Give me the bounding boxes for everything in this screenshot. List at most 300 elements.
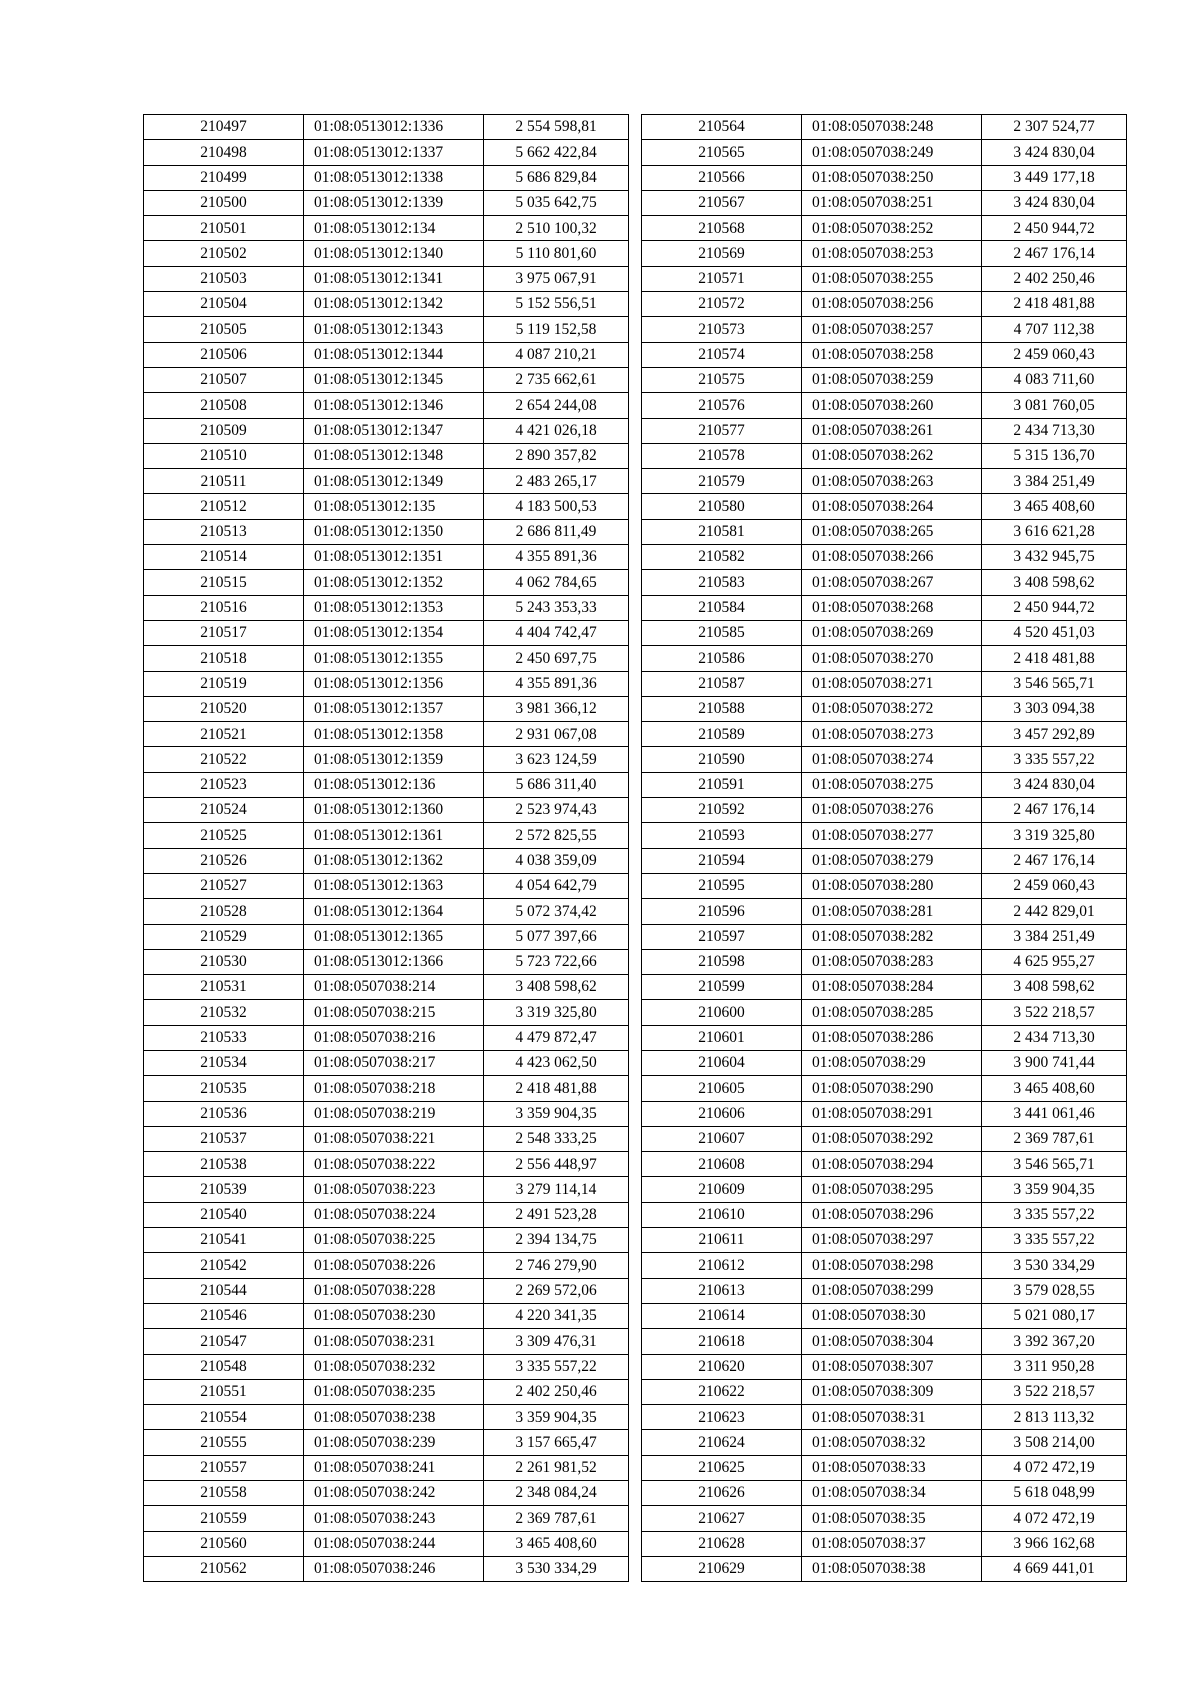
row-number-cell: 210584 [642, 595, 802, 620]
cadastral-number-cell: 01:08:0513012:1351 [304, 545, 484, 570]
cadastral-number-cell: 01:08:0507038:263 [802, 469, 982, 494]
row-number-cell: 210499 [144, 165, 304, 190]
row-number-cell: 210595 [642, 873, 802, 898]
value-cell: 3 432 945,75 [982, 545, 1127, 570]
table-row [642, 747, 1127, 772]
table-row [144, 1025, 629, 1050]
value-cell: 3 335 557,22 [982, 747, 1127, 772]
table-row [642, 873, 1127, 898]
row-number-cell: 210511 [144, 469, 304, 494]
cadastral-number-cell: 01:08:0507038:296 [802, 1202, 982, 1227]
cadastral-number-cell: 01:08:0507038:228 [304, 1278, 484, 1303]
table-row [642, 367, 1127, 392]
row-number-cell: 210533 [144, 1025, 304, 1050]
cadastral-number-cell: 01:08:0513012:1361 [304, 823, 484, 848]
cadastral-number-cell: 01:08:0513012:1360 [304, 798, 484, 823]
row-number-cell: 210610 [642, 1202, 802, 1227]
row-number-cell: 210627 [642, 1506, 802, 1531]
cadastral-number-cell: 01:08:0507038:292 [802, 1126, 982, 1151]
table-row [642, 1076, 1127, 1101]
table-row [144, 1329, 629, 1354]
row-number-cell: 210593 [642, 823, 802, 848]
row-number-cell: 210607 [642, 1126, 802, 1151]
row-number-cell: 210626 [642, 1481, 802, 1506]
table-row [144, 1506, 629, 1531]
row-number-cell: 210576 [642, 393, 802, 418]
row-number-cell: 210622 [642, 1379, 802, 1404]
value-cell: 3 359 904,35 [484, 1405, 629, 1430]
value-cell: 3 311 950,28 [982, 1354, 1127, 1379]
cadastral-number-cell: 01:08:0507038:35 [802, 1506, 982, 1531]
row-number-cell: 210608 [642, 1152, 802, 1177]
row-number-cell: 210614 [642, 1303, 802, 1328]
cadastral-number-cell: 01:08:0513012:1347 [304, 418, 484, 443]
row-number-cell: 210500 [144, 190, 304, 215]
table-row [144, 216, 629, 241]
value-cell: 2 467 176,14 [982, 848, 1127, 873]
cadastral-number-cell: 01:08:0513012:1358 [304, 722, 484, 747]
value-cell: 3 424 830,04 [982, 190, 1127, 215]
table-row [144, 266, 629, 291]
value-cell: 2 459 060,43 [982, 873, 1127, 898]
row-number-cell: 210525 [144, 823, 304, 848]
value-cell: 4 669 441,01 [982, 1556, 1127, 1581]
cadastral-number-cell: 01:08:0507038:217 [304, 1050, 484, 1075]
cadastral-number-cell: 01:08:0507038:299 [802, 1278, 982, 1303]
table-row [144, 1202, 629, 1227]
cadastral-number-cell: 01:08:0513012:1342 [304, 292, 484, 317]
table-row [642, 1506, 1127, 1531]
value-cell: 2 261 981,52 [484, 1455, 629, 1480]
cadastral-number-cell: 01:08:0507038:219 [304, 1101, 484, 1126]
row-number-cell: 210628 [642, 1531, 802, 1556]
value-cell: 3 465 408,60 [982, 494, 1127, 519]
value-cell: 2 369 787,61 [484, 1506, 629, 1531]
row-number-cell: 210587 [642, 671, 802, 696]
cadastral-number-cell: 01:08:0513012:1346 [304, 393, 484, 418]
row-number-cell: 210520 [144, 696, 304, 721]
value-cell: 3 465 408,60 [484, 1531, 629, 1556]
table-row [642, 393, 1127, 418]
value-cell: 3 384 251,49 [982, 469, 1127, 494]
row-number-cell: 210560 [144, 1531, 304, 1556]
table-row [642, 1177, 1127, 1202]
table-row [144, 418, 629, 443]
table-right [641, 114, 1127, 1582]
cadastral-number-cell: 01:08:0513012:1354 [304, 620, 484, 645]
value-cell: 4 072 472,19 [982, 1455, 1127, 1480]
row-number-cell: 210524 [144, 798, 304, 823]
table-row [144, 1101, 629, 1126]
cadastral-number-cell: 01:08:0507038:264 [802, 494, 982, 519]
table-row [144, 545, 629, 570]
cadastral-number-cell: 01:08:0507038:286 [802, 1025, 982, 1050]
row-number-cell: 210625 [642, 1455, 802, 1480]
table-row [144, 1228, 629, 1253]
cadastral-number-cell: 01:08:0513012:1363 [304, 873, 484, 898]
table-row [144, 342, 629, 367]
cadastral-number-cell: 01:08:0507038:259 [802, 367, 982, 392]
row-number-cell: 210522 [144, 747, 304, 772]
row-number-cell: 210581 [642, 519, 802, 544]
value-cell: 3 335 557,22 [982, 1228, 1127, 1253]
row-number-cell: 210596 [642, 899, 802, 924]
table-row [144, 823, 629, 848]
value-cell: 2 746 279,90 [484, 1253, 629, 1278]
table-row [144, 1531, 629, 1556]
table-row [642, 1430, 1127, 1455]
cadastral-number-cell: 01:08:0507038:257 [802, 317, 982, 342]
row-number-cell: 210512 [144, 494, 304, 519]
cadastral-number-cell: 01:08:0507038:238 [304, 1405, 484, 1430]
value-cell: 5 021 080,17 [982, 1303, 1127, 1328]
table-row [642, 266, 1127, 291]
table-row [144, 646, 629, 671]
table-row [642, 1405, 1127, 1430]
row-number-cell: 210571 [642, 266, 802, 291]
row-number-cell: 210572 [642, 292, 802, 317]
table-row [642, 317, 1127, 342]
value-cell: 5 686 311,40 [484, 772, 629, 797]
cadastral-number-cell: 01:08:0507038:265 [802, 519, 982, 544]
value-cell: 3 319 325,80 [982, 823, 1127, 848]
cadastral-number-cell: 01:08:0513012:1339 [304, 190, 484, 215]
row-number-cell: 210629 [642, 1556, 802, 1581]
value-cell: 5 315 136,70 [982, 443, 1127, 468]
cadastral-number-cell: 01:08:0507038:232 [304, 1354, 484, 1379]
table-right-body [642, 115, 1127, 1582]
cadastral-number-cell: 01:08:0513012:1362 [304, 848, 484, 873]
cadastral-number-cell: 01:08:0507038:268 [802, 595, 982, 620]
table-row [642, 115, 1127, 140]
table-row [144, 292, 629, 317]
table-row [642, 140, 1127, 165]
value-cell: 3 335 557,22 [982, 1202, 1127, 1227]
table-row [642, 443, 1127, 468]
row-number-cell: 210573 [642, 317, 802, 342]
value-cell: 5 243 353,33 [484, 595, 629, 620]
row-number-cell: 210509 [144, 418, 304, 443]
value-cell: 4 183 500,53 [484, 494, 629, 519]
value-cell: 3 359 904,35 [982, 1177, 1127, 1202]
row-number-cell: 210577 [642, 418, 802, 443]
row-number-cell: 210594 [642, 848, 802, 873]
row-number-cell: 210579 [642, 469, 802, 494]
value-cell: 3 508 214,00 [982, 1430, 1127, 1455]
cadastral-number-cell: 01:08:0513012:1348 [304, 443, 484, 468]
table-row [144, 696, 629, 721]
table-row [144, 620, 629, 645]
cadastral-number-cell: 01:08:0507038:222 [304, 1152, 484, 1177]
table-row [642, 1379, 1127, 1404]
table-row [144, 443, 629, 468]
table-row [642, 1050, 1127, 1075]
row-number-cell: 210530 [144, 949, 304, 974]
value-cell: 2 556 448,97 [484, 1152, 629, 1177]
row-number-cell: 210517 [144, 620, 304, 645]
value-cell: 3 081 760,05 [982, 393, 1127, 418]
table-row [642, 975, 1127, 1000]
cadastral-number-cell: 01:08:0507038:309 [802, 1379, 982, 1404]
cadastral-number-cell: 01:08:0507038:282 [802, 924, 982, 949]
cadastral-number-cell: 01:08:0507038:230 [304, 1303, 484, 1328]
value-cell: 3 546 565,71 [982, 671, 1127, 696]
cadastral-number-cell: 01:08:0513012:1357 [304, 696, 484, 721]
row-number-cell: 210515 [144, 570, 304, 595]
value-cell: 3 392 367,20 [982, 1329, 1127, 1354]
table-row [144, 772, 629, 797]
value-cell: 2 418 481,88 [484, 1076, 629, 1101]
cadastral-number-cell: 01:08:0507038:290 [802, 1076, 982, 1101]
cadastral-number-cell: 01:08:0513012:1365 [304, 924, 484, 949]
table-row [144, 1303, 629, 1328]
value-cell: 2 450 944,72 [982, 595, 1127, 620]
row-number-cell: 210580 [642, 494, 802, 519]
cadastral-number-cell: 01:08:0507038:231 [304, 1329, 484, 1354]
table-row [144, 595, 629, 620]
row-number-cell: 210519 [144, 671, 304, 696]
value-cell: 4 479 872,47 [484, 1025, 629, 1050]
cadastral-number-cell: 01:08:0513012:1353 [304, 595, 484, 620]
value-cell: 2 369 787,61 [982, 1126, 1127, 1151]
row-number-cell: 210600 [642, 1000, 802, 1025]
table-row [144, 1430, 629, 1455]
table-row [144, 241, 629, 266]
table-row [144, 899, 629, 924]
row-number-cell: 210502 [144, 241, 304, 266]
table-left [143, 114, 629, 1582]
cadastral-number-cell: 01:08:0507038:255 [802, 266, 982, 291]
cadastral-number-cell: 01:08:0507038:224 [304, 1202, 484, 1227]
value-cell: 3 384 251,49 [982, 924, 1127, 949]
table-row [642, 1303, 1127, 1328]
table-row [144, 975, 629, 1000]
value-cell: 3 424 830,04 [982, 140, 1127, 165]
table-row [144, 494, 629, 519]
value-cell: 4 072 472,19 [982, 1506, 1127, 1531]
row-number-cell: 210590 [642, 747, 802, 772]
value-cell: 2 813 113,32 [982, 1405, 1127, 1430]
table-row [642, 1329, 1127, 1354]
table-row [144, 165, 629, 190]
table-row [144, 1152, 629, 1177]
value-cell: 2 572 825,55 [484, 823, 629, 848]
row-number-cell: 210606 [642, 1101, 802, 1126]
table-row [144, 1253, 629, 1278]
row-number-cell: 210609 [642, 1177, 802, 1202]
cadastral-number-cell: 01:08:0513012:1336 [304, 115, 484, 140]
table-row [642, 1202, 1127, 1227]
table-row [642, 772, 1127, 797]
row-number-cell: 210612 [642, 1253, 802, 1278]
cadastral-number-cell: 01:08:0507038:38 [802, 1556, 982, 1581]
table-row [144, 949, 629, 974]
value-cell: 5 686 829,84 [484, 165, 629, 190]
row-number-cell: 210554 [144, 1405, 304, 1430]
table-row [144, 1481, 629, 1506]
cadastral-number-cell: 01:08:0507038:235 [304, 1379, 484, 1404]
value-cell: 3 623 124,59 [484, 747, 629, 772]
row-number-cell: 210506 [144, 342, 304, 367]
table-row [144, 190, 629, 215]
cadastral-number-cell: 01:08:0513012:1355 [304, 646, 484, 671]
cadastral-number-cell: 01:08:0513012:1349 [304, 469, 484, 494]
row-number-cell: 210510 [144, 443, 304, 468]
row-number-cell: 210507 [144, 367, 304, 392]
table-row [642, 823, 1127, 848]
table-row [642, 216, 1127, 241]
cadastral-number-cell: 01:08:0507038:253 [802, 241, 982, 266]
cadastral-number-cell: 01:08:0507038:250 [802, 165, 982, 190]
row-number-cell: 210535 [144, 1076, 304, 1101]
value-cell: 2 450 697,75 [484, 646, 629, 671]
table-row [144, 1278, 629, 1303]
table-row [642, 924, 1127, 949]
row-number-cell: 210521 [144, 722, 304, 747]
row-number-cell: 210540 [144, 1202, 304, 1227]
cadastral-number-cell: 01:08:0507038:307 [802, 1354, 982, 1379]
value-cell: 3 408 598,62 [484, 975, 629, 1000]
value-cell: 3 309 476,31 [484, 1329, 629, 1354]
cadastral-number-cell: 01:08:0507038:297 [802, 1228, 982, 1253]
row-number-cell: 210514 [144, 545, 304, 570]
row-number-cell: 210551 [144, 1379, 304, 1404]
cadastral-number-cell: 01:08:0507038:273 [802, 722, 982, 747]
table-row [642, 595, 1127, 620]
table-row [144, 1000, 629, 1025]
table-row [642, 1228, 1127, 1253]
value-cell: 2 269 572,06 [484, 1278, 629, 1303]
cadastral-number-cell: 01:08:0507038:241 [304, 1455, 484, 1480]
table-row [144, 1177, 629, 1202]
value-cell: 3 335 557,22 [484, 1354, 629, 1379]
value-cell: 4 421 026,18 [484, 418, 629, 443]
value-cell: 2 450 944,72 [982, 216, 1127, 241]
cadastral-number-cell: 01:08:0507038:246 [304, 1556, 484, 1581]
cadastral-number-cell: 01:08:0513012:1340 [304, 241, 484, 266]
table-row [642, 646, 1127, 671]
row-number-cell: 210605 [642, 1076, 802, 1101]
row-number-cell: 210559 [144, 1506, 304, 1531]
row-number-cell: 210544 [144, 1278, 304, 1303]
value-cell: 4 062 784,65 [484, 570, 629, 595]
row-number-cell: 210529 [144, 924, 304, 949]
cadastral-number-cell: 01:08:0507038:243 [304, 1506, 484, 1531]
row-number-cell: 210516 [144, 595, 304, 620]
cadastral-number-cell: 01:08:0507038:261 [802, 418, 982, 443]
cadastral-number-cell: 01:08:0507038:304 [802, 1329, 982, 1354]
row-number-cell: 210526 [144, 848, 304, 873]
table-row [642, 342, 1127, 367]
table-row [144, 367, 629, 392]
value-cell: 3 522 218,57 [982, 1379, 1127, 1404]
row-number-cell: 210611 [642, 1228, 802, 1253]
cadastral-number-cell: 01:08:0513012:1343 [304, 317, 484, 342]
value-cell: 3 457 292,89 [982, 722, 1127, 747]
table-row [144, 317, 629, 342]
table-row [144, 873, 629, 898]
table-row [642, 620, 1127, 645]
row-number-cell: 210586 [642, 646, 802, 671]
table-row [642, 798, 1127, 823]
row-number-cell: 210588 [642, 696, 802, 721]
value-cell: 2 548 333,25 [484, 1126, 629, 1151]
row-number-cell: 210555 [144, 1430, 304, 1455]
value-cell: 2 483 265,17 [484, 469, 629, 494]
cadastral-number-cell: 01:08:0507038:256 [802, 292, 982, 317]
value-cell: 3 546 565,71 [982, 1152, 1127, 1177]
table-row [642, 1126, 1127, 1151]
cadastral-number-cell: 01:08:0507038:249 [802, 140, 982, 165]
cadastral-number-cell: 01:08:0507038:283 [802, 949, 982, 974]
row-number-cell: 210518 [144, 646, 304, 671]
row-number-cell: 210538 [144, 1152, 304, 1177]
row-number-cell: 210583 [642, 570, 802, 595]
value-cell: 3 465 408,60 [982, 1076, 1127, 1101]
row-number-cell: 210532 [144, 1000, 304, 1025]
cadastral-number-cell: 01:08:0507038:266 [802, 545, 982, 570]
cadastral-number-cell: 01:08:0507038:294 [802, 1152, 982, 1177]
value-cell: 3 408 598,62 [982, 570, 1127, 595]
value-cell: 3 441 061,46 [982, 1101, 1127, 1126]
row-number-cell: 210548 [144, 1354, 304, 1379]
value-cell: 3 303 094,38 [982, 696, 1127, 721]
cadastral-number-cell: 01:08:0507038:258 [802, 342, 982, 367]
value-cell: 2 402 250,46 [982, 266, 1127, 291]
cadastral-number-cell: 01:08:0513012:1338 [304, 165, 484, 190]
table-row [144, 570, 629, 595]
value-cell: 2 686 811,49 [484, 519, 629, 544]
row-number-cell: 210623 [642, 1405, 802, 1430]
row-number-cell: 210601 [642, 1025, 802, 1050]
value-cell: 2 434 713,30 [982, 418, 1127, 443]
table-row [144, 1076, 629, 1101]
value-cell: 4 355 891,36 [484, 545, 629, 570]
row-number-cell: 210582 [642, 545, 802, 570]
cadastral-number-cell: 01:08:0507038:269 [802, 620, 982, 645]
cadastral-number-cell: 01:08:0507038:262 [802, 443, 982, 468]
row-number-cell: 210589 [642, 722, 802, 747]
table-row [144, 848, 629, 873]
value-cell: 5 119 152,58 [484, 317, 629, 342]
row-number-cell: 210562 [144, 1556, 304, 1581]
value-cell: 2 735 662,61 [484, 367, 629, 392]
table-row [642, 899, 1127, 924]
row-number-cell: 210575 [642, 367, 802, 392]
cadastral-number-cell: 01:08:0507038:272 [802, 696, 982, 721]
value-cell: 5 077 397,66 [484, 924, 629, 949]
cadastral-number-cell: 01:08:0507038:37 [802, 1531, 982, 1556]
row-number-cell: 210597 [642, 924, 802, 949]
row-number-cell: 210557 [144, 1455, 304, 1480]
value-cell: 5 035 642,75 [484, 190, 629, 215]
cadastral-number-cell: 01:08:0507038:226 [304, 1253, 484, 1278]
table-row [642, 418, 1127, 443]
cadastral-number-cell: 01:08:0507038:30 [802, 1303, 982, 1328]
cadastral-number-cell: 01:08:0507038:276 [802, 798, 982, 823]
table-row [144, 115, 629, 140]
value-cell: 3 530 334,29 [982, 1253, 1127, 1278]
value-cell: 3 616 621,28 [982, 519, 1127, 544]
value-cell: 2 523 974,43 [484, 798, 629, 823]
value-cell: 5 618 048,99 [982, 1481, 1127, 1506]
value-cell: 3 319 325,80 [484, 1000, 629, 1025]
table-row [642, 241, 1127, 266]
value-cell: 3 522 218,57 [982, 1000, 1127, 1025]
value-cell: 3 981 366,12 [484, 696, 629, 721]
cadastral-number-cell: 01:08:0507038:242 [304, 1481, 484, 1506]
table-row [642, 671, 1127, 696]
